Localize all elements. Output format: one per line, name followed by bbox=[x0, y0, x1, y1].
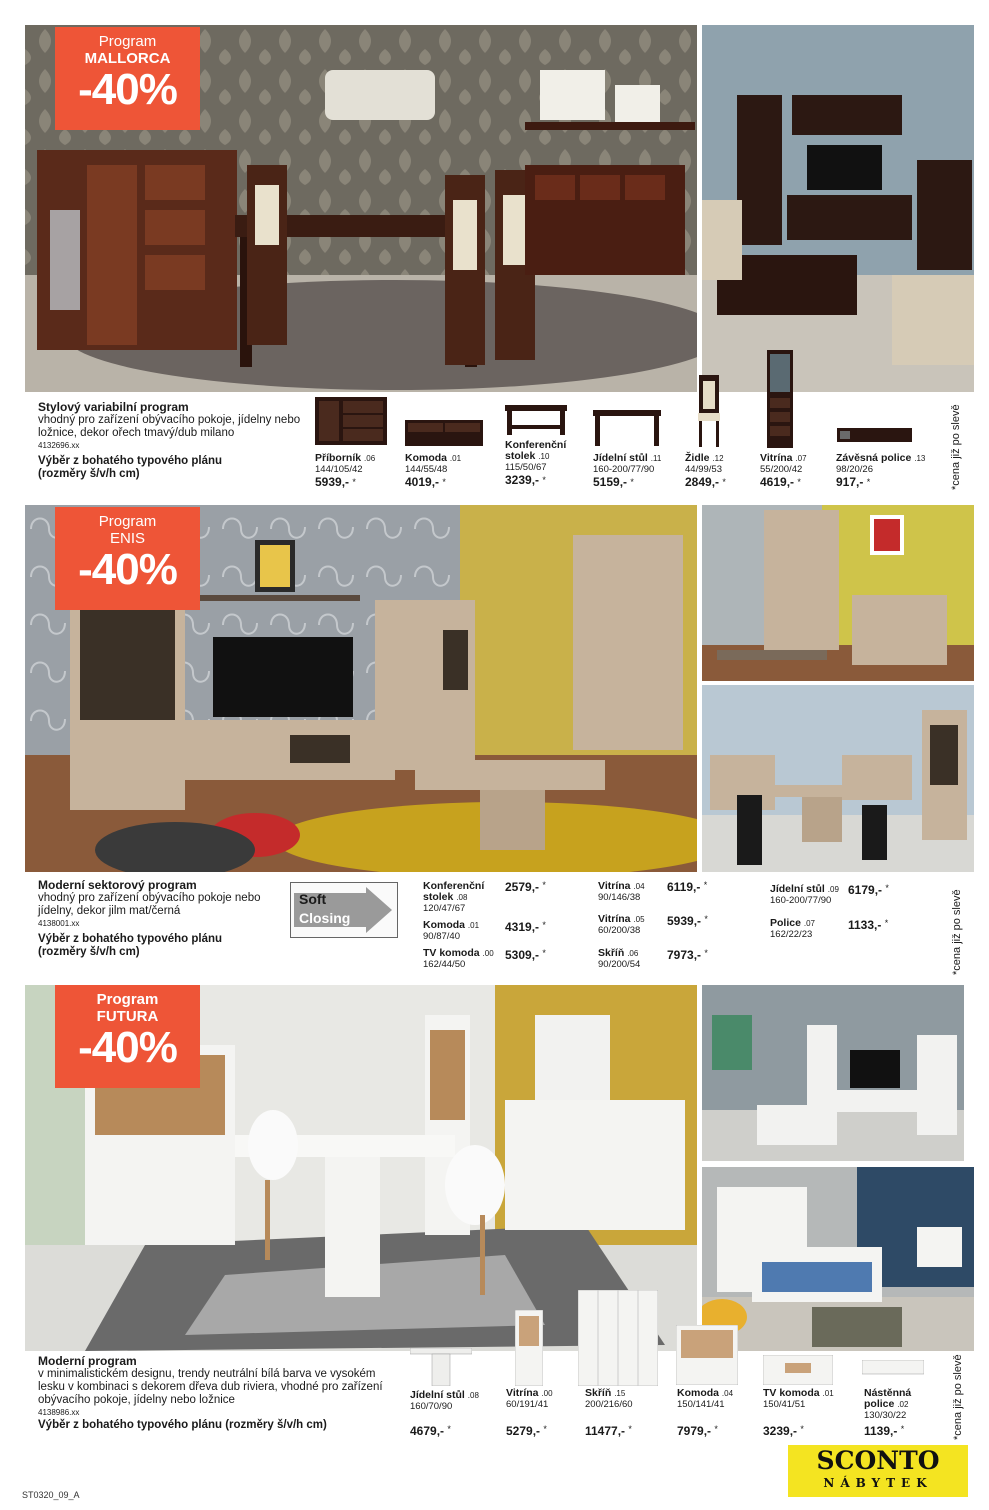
thumb-vitrina bbox=[515, 1310, 543, 1386]
section-code: 4132696.xx bbox=[38, 441, 80, 450]
item-price: 4679,- * bbox=[410, 1424, 451, 1438]
item-price: 6179,- * bbox=[848, 883, 889, 897]
section-title: Moderní sektorový program bbox=[38, 878, 197, 892]
sconto-logo bbox=[788, 1445, 968, 1497]
section-subtitle: Výběr z bohatého typového plánu (rozměry š/v/h cm) bbox=[38, 455, 223, 480]
item-vitrina: Vitrína .07 55/200/42 4619,- * bbox=[760, 453, 830, 488]
enis-dining-photo bbox=[702, 685, 974, 872]
item-name: Vitrína bbox=[598, 880, 631, 892]
section-code: 4138001.xx bbox=[38, 919, 80, 928]
item-dims: 55/200/42 bbox=[760, 464, 803, 475]
thumb-komoda bbox=[676, 1325, 738, 1385]
item-dims: 90/87/40 bbox=[423, 931, 460, 942]
item-price: 6119,- * bbox=[667, 880, 708, 894]
discount-value: -40% bbox=[78, 1023, 177, 1072]
item-konferencni-stolek: Konferenční stolek .08 120/47/67 bbox=[423, 881, 503, 914]
item-dims: 90/200/54 bbox=[598, 959, 641, 970]
item-jidelni-stul: Jídelní stůl .08 160/70/90 bbox=[410, 1390, 495, 1412]
thumb-nastenna-police bbox=[862, 1360, 924, 1380]
section-description: vhodný pro zařízení obývacího pokoje, jídelny nebo ložnice, dekor ořech tmavý/dub milano bbox=[38, 414, 301, 439]
item-tv-komoda: TV komoda .01 150/41/51 bbox=[763, 1388, 848, 1410]
thumb-zavesna-police bbox=[837, 428, 912, 442]
logo-name: SCONTO bbox=[816, 1446, 940, 1475]
item-dims: 160-200/77/90 bbox=[593, 464, 655, 475]
item-name: Komoda bbox=[423, 919, 465, 931]
price-note: *cena již po slevě bbox=[950, 404, 962, 490]
item-price: 5279,- * bbox=[506, 1424, 547, 1438]
item-dims: 150/41/51 bbox=[763, 1399, 806, 1410]
item-dims: 162/44/50 bbox=[423, 959, 466, 970]
item-name: TV komoda bbox=[423, 947, 480, 959]
program-name: FUTURA bbox=[96, 1008, 159, 1025]
item-dims: 200/216/60 bbox=[585, 1399, 633, 1410]
item-price: 917,- bbox=[836, 475, 864, 489]
item-komoda: Komoda .01 144/55/48 4019,- * bbox=[405, 453, 495, 488]
discount-value: -40% bbox=[78, 545, 177, 594]
item-name: TV komoda bbox=[763, 1387, 820, 1399]
item-vitrina: Vitrína .00 60/191/41 bbox=[506, 1388, 576, 1410]
item-dims: 150/141/41 bbox=[677, 1399, 725, 1410]
item-name: Židle bbox=[685, 452, 710, 464]
futura-discount-badge bbox=[55, 985, 200, 1088]
thumb-vitrina bbox=[767, 350, 793, 448]
section-description: vhodný pro zařízení obývacího pokoje nebo jídelny, dekor jilm mat/černá bbox=[38, 892, 261, 917]
enis-discount-badge bbox=[55, 507, 200, 610]
item-name: Příborník bbox=[315, 452, 362, 464]
item-police: Police .07 162/22/23 bbox=[770, 918, 840, 940]
thumb-tv-komoda bbox=[763, 1355, 833, 1385]
enis-bedroom-photo bbox=[702, 505, 974, 681]
item-name: Konferenční stolek bbox=[423, 880, 485, 903]
thumb-konferencni-stolek bbox=[505, 405, 567, 435]
item-price: 7973,- * bbox=[667, 948, 708, 962]
item-dims: 98/20/26 bbox=[836, 464, 873, 475]
page-code: ST0320_09_A bbox=[22, 1490, 80, 1500]
item-dims: 130/30/22 bbox=[864, 1410, 907, 1421]
section-title: Moderní program bbox=[38, 1354, 137, 1368]
item-name: Vitrína bbox=[760, 452, 793, 464]
item-name: Skříň bbox=[585, 1387, 612, 1399]
futura-bedroom-photo bbox=[702, 1167, 974, 1351]
item-priborni: Příborník .06 144/105/42 5939,- * bbox=[315, 453, 405, 488]
program-label: Program bbox=[96, 991, 159, 1008]
item-dims: 162/22/23 bbox=[770, 929, 813, 940]
futura-description bbox=[38, 1355, 398, 1432]
enis-description bbox=[38, 879, 268, 959]
item-price: 4619,- bbox=[760, 475, 795, 489]
item-name: Jídelní stůl bbox=[593, 452, 648, 464]
item-price: 5309,- * bbox=[505, 948, 546, 962]
item-name: Konferenční stolek bbox=[505, 439, 567, 462]
item-name: Jídelní stůl bbox=[410, 1389, 465, 1401]
thumb-zidle bbox=[696, 375, 722, 447]
item-price: 4019,- bbox=[405, 475, 440, 489]
thumb-jidelni-stul bbox=[593, 410, 661, 446]
item-name: Komoda bbox=[677, 1387, 719, 1399]
program-label: Program bbox=[98, 513, 157, 530]
item-name: Vitrína bbox=[506, 1387, 539, 1399]
logo-subtitle: NÁBYTEK bbox=[823, 1476, 933, 1490]
item-tv-komoda: TV komoda .00 162/44/50 bbox=[423, 948, 513, 970]
program-name: MALLORCA bbox=[84, 50, 171, 67]
discount-value: -40% bbox=[78, 65, 177, 114]
item-nastenna-police: Nástěnná police .02 130/30/22 bbox=[864, 1388, 936, 1421]
item-name: Nástěnná police bbox=[864, 1387, 912, 1410]
item-price: 1139,- * bbox=[864, 1424, 905, 1438]
item-dims: 120/47/67 bbox=[423, 903, 466, 914]
section-subtitle: Výběr z bohatého typového plánu (rozměry š/v/h cm) bbox=[38, 933, 223, 958]
soft-label: Soft bbox=[299, 891, 327, 907]
section-description: v minimalistickém designu, trendy neutrální bílá barva ve vysokém lesku v kombinaci s dekorem dřeva dub riviera, vhodné pro zařízení obývacího pokoje, jídelny nebo ložnice bbox=[38, 1368, 383, 1406]
section-title: Stylový variabilní program bbox=[38, 400, 189, 414]
price-note: *cena již po slevě bbox=[951, 889, 963, 975]
item-price: 5159,- bbox=[593, 475, 628, 489]
item-dims: 144/105/42 bbox=[315, 464, 363, 475]
item-jidelni-stul: Jídelní stůl .09 160-200/77/90 bbox=[770, 884, 850, 906]
mallorca-description bbox=[38, 401, 318, 481]
item-price: 4319,- * bbox=[505, 920, 546, 934]
item-dims: 160-200/77/90 bbox=[770, 895, 832, 906]
item-price: 5939,- bbox=[315, 475, 350, 489]
item-price: 7979,- * bbox=[677, 1424, 718, 1438]
item-name: Skříň bbox=[598, 947, 625, 959]
item-price: 2849,- bbox=[685, 475, 720, 489]
item-vitrina-05: Vitrína .05 60/200/38 bbox=[598, 914, 668, 936]
item-price: 3239,- * bbox=[763, 1424, 804, 1438]
item-skrin: Skříň .15 200/216/60 bbox=[585, 1388, 655, 1410]
item-price: 5939,- * bbox=[667, 914, 708, 928]
item-name: Vitrína bbox=[598, 913, 631, 925]
program-label: Program bbox=[98, 33, 157, 50]
item-name: Závěsná police bbox=[836, 452, 912, 464]
item-konferencni-stolek: Konferenční stolek .10 115/50/67 3239,- * bbox=[505, 440, 587, 486]
item-vitrina-04: Vitrína .04 90/146/38 bbox=[598, 881, 668, 903]
item-zavesna-police: Závěsná police .13 98/20/26 917,- * bbox=[836, 453, 941, 488]
soft-closing-badge bbox=[290, 882, 398, 938]
item-dims: 60/191/41 bbox=[506, 1399, 549, 1410]
item-dims: 90/146/38 bbox=[598, 892, 641, 903]
item-dims: 144/55/48 bbox=[405, 464, 448, 475]
item-name: Police bbox=[770, 917, 801, 929]
program-name: ENIS bbox=[109, 530, 145, 547]
item-name: Jídelní stůl bbox=[770, 883, 825, 895]
item-dims: 115/50/67 bbox=[505, 462, 547, 473]
item-skrin: Skříň .06 90/200/54 bbox=[598, 948, 668, 970]
item-price: 3239,- bbox=[505, 473, 540, 487]
item-dims: 160/70/90 bbox=[410, 1401, 453, 1412]
thumb-skrin bbox=[578, 1290, 658, 1386]
item-dims: 44/99/53 bbox=[685, 464, 722, 475]
thumb-priborni bbox=[315, 397, 387, 447]
section-code: 4138986.xx bbox=[38, 1408, 80, 1417]
item-price: 1133,- * bbox=[848, 918, 889, 932]
closing-label: Closing bbox=[299, 910, 351, 926]
item-zidle: Židle .12 44/99/53 2849,- * bbox=[685, 453, 755, 488]
item-price: 2579,- * bbox=[505, 880, 546, 894]
section-subtitle: Výběr z bohatého typového plánu (rozměry š/v/h cm) bbox=[38, 1419, 327, 1431]
mallorca-discount-badge bbox=[55, 27, 200, 130]
mallorca-living-photo bbox=[702, 25, 974, 392]
item-komoda: Komoda .04 150/141/41 bbox=[677, 1388, 752, 1410]
thumb-jidelni-stul bbox=[410, 1348, 472, 1386]
item-komoda: Komoda .01 90/87/40 bbox=[423, 920, 503, 942]
futura-living-photo bbox=[702, 985, 964, 1161]
price-note: *cena již po slevě bbox=[952, 1354, 964, 1440]
item-name: Komoda bbox=[405, 452, 447, 464]
item-jidelni-stul: Jídelní stůl .11 160-200/77/90 5159,- * bbox=[593, 453, 683, 488]
item-code: .06 bbox=[364, 454, 376, 463]
item-dims: 60/200/38 bbox=[598, 925, 641, 936]
thumb-komoda bbox=[405, 420, 483, 447]
item-price: 11477,- * bbox=[585, 1424, 632, 1438]
